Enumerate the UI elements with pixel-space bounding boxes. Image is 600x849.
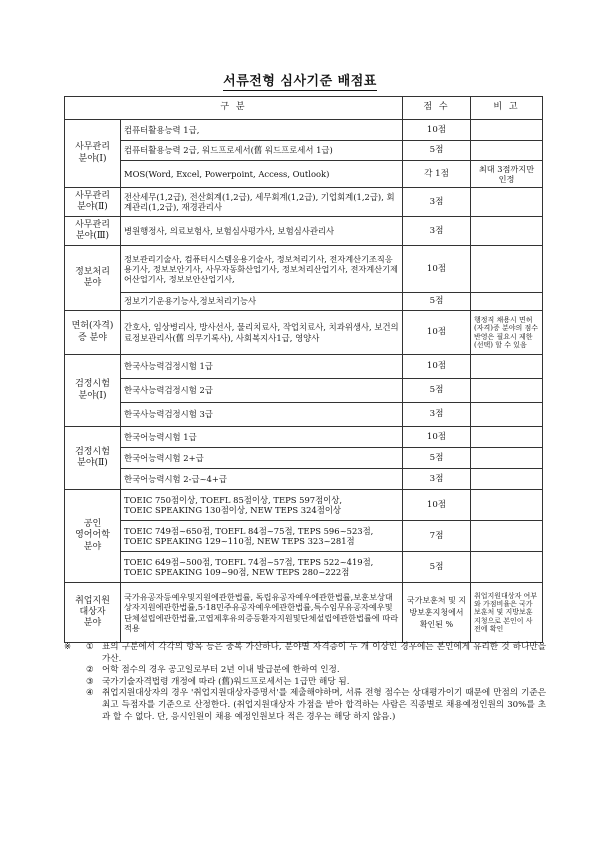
item-cell: 한국어능력시험 1급 [121,427,403,448]
remark-cell: 최대 3점까지만 인정 [471,161,543,188]
item-cell: 한국사능력검정시험 2급 [121,379,403,403]
asterisk-mark: ※ [64,642,72,652]
item-cell: 한국사능력검정시험 1급 [121,355,403,379]
item-cell: TOEIC 749점~650점, TOEFL 84점~75점, TEPS 596~523점, TOEIC SPEAKING 129~110점, NEW TEPS 323~281점 [121,521,403,552]
remark-cell [471,448,543,469]
table-row [65,379,543,403]
remark-cell [471,490,543,521]
remark-cell [471,217,543,246]
footnote-mark: ④ [86,688,94,699]
score-cell: 각 1점 [403,161,471,188]
item-cell: 정보기기운용기능사,정보처리기능사 [121,293,403,311]
footnote-item [64,688,546,723]
page-title: 서류전형 심사기준 배점표 [223,74,377,89]
category-cell: 사무관리 분야(Ⅲ) [65,217,121,246]
item-cell: 한국사능력검정시험 3급 [121,403,403,427]
remark-cell [471,552,543,583]
category-cell: 사무관리 분야(Ⅰ) [65,120,121,188]
table-row [65,403,543,427]
remark-cell [471,521,543,552]
table-row [65,427,543,448]
remark-cell [471,379,543,403]
score-cell: 10점 [403,120,471,141]
category-cell: 공인 영어어학 분야 [65,490,121,583]
remark-cell [471,427,543,448]
score-cell: 5점 [403,141,471,161]
table-row [65,188,543,217]
remark-cell: 행정직 채용시 면허(자격)증 분야의 점수 반영은 필요시 제한(선택) 할 수 있음 [471,311,543,355]
table-row [65,161,543,188]
table-row [65,583,543,643]
item-cell: 정보관리기술사, 컴퓨터시스템응용기술사, 정보처리기사, 전자계산기조직응용기사, 정보보안기사, 사무자동화산업기사, 정보처리산업기사, 전자계산기제어산업기사, 정보보안산업기사, [121,246,403,293]
table-row [65,469,543,490]
table-row [65,246,543,293]
footnote-text: 취업지원대상자의 경우 '취업지원대상자증명서'를 제출해야하며, 서류 전형 점수는 상대평가이기 때문에 만점의 기준은 최고 득점자를 기준으로 산정한다. (취업지원대상자 가점을 받아 합격하는 사람은 직종별로 채용예정인원의 30%를 초과 할 수 없다. 단, 응시인원이 채용 예정인원보다 적은 경우는 해당 하지 않음.) [102,688,546,722]
score-cell: 국가보훈처 및 지방보훈지청에서 확인된 % [403,583,471,643]
table-row [65,141,543,161]
score-cell: 5점 [403,293,471,311]
score-cell: 10점 [403,427,471,448]
item-cell: 병원행정사, 의료보험사, 보험심사평가사, 보험심사관리사 [121,217,403,246]
table-row [65,521,543,552]
footnote-text: 국가기술자격법령 개정에 따라 (舊)워드프로세서는 1급만 해당 됨. [102,676,350,687]
remark-cell [471,188,543,217]
table-row [65,448,543,469]
footnote-item [64,642,546,665]
remark-cell [471,246,543,293]
score-cell: 5점 [403,552,471,583]
category-cell: 취업지원 대상자 분야 [65,583,121,643]
score-table [64,96,543,643]
item-cell: 한국어능력시험 2+급 [121,448,403,469]
table-row [65,490,543,521]
category-cell: 검정시험 분야(Ⅱ) [65,427,121,490]
category-cell: 검정시험 분야(Ⅰ) [65,355,121,427]
category-cell: 사무관리 분야(Ⅱ) [65,188,121,217]
score-cell: 10점 [403,246,471,293]
item-cell: TOEIC 649점~500점, TOEFL 74점~57점, TEPS 522~419점, TOEIC SPEAKING 109~90점, NEW TEPS 280~222점 [121,552,403,583]
score-cell: 7점 [403,521,471,552]
table-row [65,355,543,379]
remark-cell [471,469,543,490]
score-cell: 10점 [403,490,471,521]
item-cell: 간호사, 임상병리사, 방사선사, 물리치료사, 작업치료사, 치과위생사, 보건의료정보관리사(舊 의무기록사), 사회복지사1급, 영양사 [121,311,403,355]
table-row [65,120,543,141]
footnote-mark: ② [86,665,94,676]
item-cell: TOEIC 750점이상, TOEFL 85점이상, TEPS 597점이상, TOEIC SPEAKING 130점이상, NEW TEPS 324점이상 [121,490,403,521]
footnote-mark: ① [86,642,94,652]
score-cell: 3점 [403,188,471,217]
footnotes [64,642,546,723]
score-cell: 10점 [403,355,471,379]
remark-cell [471,120,543,141]
score-cell: 5점 [403,448,471,469]
remark-cell: 취업지원대상자 여부와 가점비율은 국가보훈처 및 지방보훈지청으로 본인이 사전에 확인 [471,583,543,643]
score-cell: 3점 [403,217,471,246]
footnote-item [64,677,546,689]
remark-cell [471,141,543,161]
table-row [65,552,543,583]
remark-cell [471,293,543,311]
header-remark: 비 고 [471,97,543,120]
item-cell: 컴퓨터활용능력 1급, [121,120,403,141]
score-cell: 5점 [403,379,471,403]
footnote-mark: ③ [86,676,94,687]
table-header-row [65,97,543,120]
table-row [65,311,543,355]
item-cell: 국가유공자등예우및지원에관한법률, 독립유공자예우에관한법률,보훈보상대상자지원에관한법률,5·18민주유공자예우에관한법률,특수임무유공자예우및단체설립에관한법률,고엽제후유의증등환자지원및단체설립에관한법률에 따라 적용 [121,583,403,643]
remark-cell [471,403,543,427]
score-cell: 3점 [403,403,471,427]
item-cell: MOS(Word, Excel, Powerpoint, Access, Outlook) [121,161,403,188]
header-category: 구 분 [65,97,403,120]
item-cell: 한국어능력시험 2-급~4+급 [121,469,403,490]
table-row [65,293,543,311]
footnote-text: 어학 점수의 경우 공고일로부터 2년 이내 발급분에 한하여 인정. [102,665,340,676]
footnote-text: 표의 구분에서 각각의 항목 등은 중복 가산하나, 분야별 자격증이 두 개 이상인 경우에는 본인에게 유리한 것 하나만을 가산. [102,642,546,664]
item-cell: 컴퓨터활용능력 2급, 워드프로세서(舊 워드프로세서 1급) [121,141,403,161]
category-cell: 정보처리 분야 [65,246,121,311]
item-cell: 전산세무(1,2급), 전산회계(1,2급), 세무회계(1,2급), 기업회계(1,2급), 회계관리(1,2급), 재경관리사 [121,188,403,217]
score-cell: 3점 [403,469,471,490]
category-cell: 면허(자격) 증 분야 [65,311,121,355]
footnote-item [64,665,546,677]
table-row [65,217,543,246]
score-cell: 10점 [403,311,471,355]
header-score: 점 수 [403,97,471,120]
remark-cell [471,355,543,379]
